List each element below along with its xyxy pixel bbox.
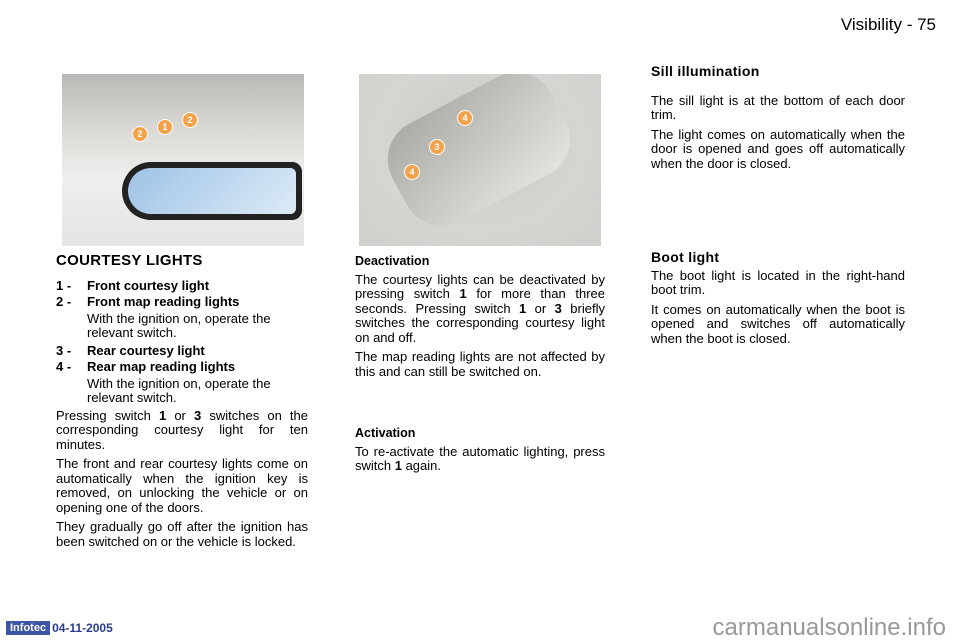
paragraph: They gradually go off after the ignition has been switched on or the vehicle is locked. bbox=[56, 519, 308, 549]
item-number: 1 - bbox=[56, 277, 72, 293]
paragraph: The courtesy lights can be deactivated by pressing switch 1 for more than three seconds. Pressing switch 1 or 3 briefly switches the corresponding courtesy light on and off. bbox=[355, 271, 605, 345]
list-item bbox=[56, 360, 308, 375]
paragraph: To re-activate the automatic lighting, press switch 1 again. bbox=[355, 443, 605, 473]
paragraph: Pressing switch 1 or 3 switches on the corresponding courtesy light for ten minutes. bbox=[56, 407, 308, 452]
item-number: 2 - bbox=[56, 294, 72, 309]
rear-view-mirror bbox=[122, 162, 302, 220]
sill-boot-section bbox=[651, 64, 905, 351]
front-courtesy-light-photo bbox=[62, 74, 304, 246]
item-number: 3 - bbox=[56, 342, 72, 358]
footer bbox=[6, 621, 113, 635]
section-title: Deactivation bbox=[355, 254, 430, 268]
watermark: carmanualsonline.info bbox=[712, 614, 946, 640]
callout-label: 1 bbox=[157, 119, 173, 135]
section-title: Sill illumination bbox=[651, 63, 760, 79]
callout-label: 4 bbox=[404, 164, 420, 180]
list-item bbox=[56, 344, 308, 359]
item-number: 4 - bbox=[56, 359, 72, 374]
item-label: Front courtesy light bbox=[87, 277, 210, 293]
paragraph: The boot light is located in the right-hand boot trim. bbox=[651, 267, 905, 297]
item-description: With the ignition on, operate the relevant switch. bbox=[87, 375, 271, 405]
callout-label: 2 bbox=[182, 112, 198, 128]
paragraph: The front and rear courtesy lights come on automatically when the ignition key is removed, on unlocking the vehicle or on opening one of the doors. bbox=[56, 456, 308, 515]
item-label: Front map reading lights bbox=[87, 294, 240, 309]
callout-label: 3 bbox=[429, 139, 445, 155]
item-description: With the ignition on, operate the relevant switch. bbox=[87, 310, 271, 340]
list-item bbox=[56, 295, 308, 310]
callout-label: 4 bbox=[457, 110, 473, 126]
paragraph: It comes on automatically when the boot is opened and switches off automatically when the boot is closed. bbox=[651, 301, 905, 346]
infotec-logo: Infotec bbox=[6, 621, 50, 635]
rear-courtesy-light-photo bbox=[359, 74, 601, 246]
courtesy-lights-section bbox=[56, 254, 308, 554]
section-title: Boot light bbox=[651, 249, 720, 265]
item-label: Rear map reading lights bbox=[87, 359, 236, 374]
paragraph: The map reading lights are not affected by this and can still be switched on. bbox=[355, 349, 605, 379]
paragraph: The light comes on automatically when the door is opened and goes off automatically when the door is closed. bbox=[651, 126, 905, 171]
page-header: Visibility - 75 bbox=[840, 15, 936, 34]
item-label: Rear courtesy light bbox=[87, 342, 205, 358]
print-date: 04-11-2005 bbox=[52, 621, 113, 635]
deactivation-section bbox=[355, 254, 605, 479]
list-item bbox=[56, 279, 308, 294]
section-title: COURTESY LIGHTS bbox=[56, 252, 203, 269]
callout-label: 2 bbox=[132, 126, 148, 142]
lamp-unit bbox=[374, 74, 585, 240]
paragraph: The sill light is at the bottom of each door trim. bbox=[651, 92, 905, 122]
section-title: Activation bbox=[355, 426, 416, 440]
